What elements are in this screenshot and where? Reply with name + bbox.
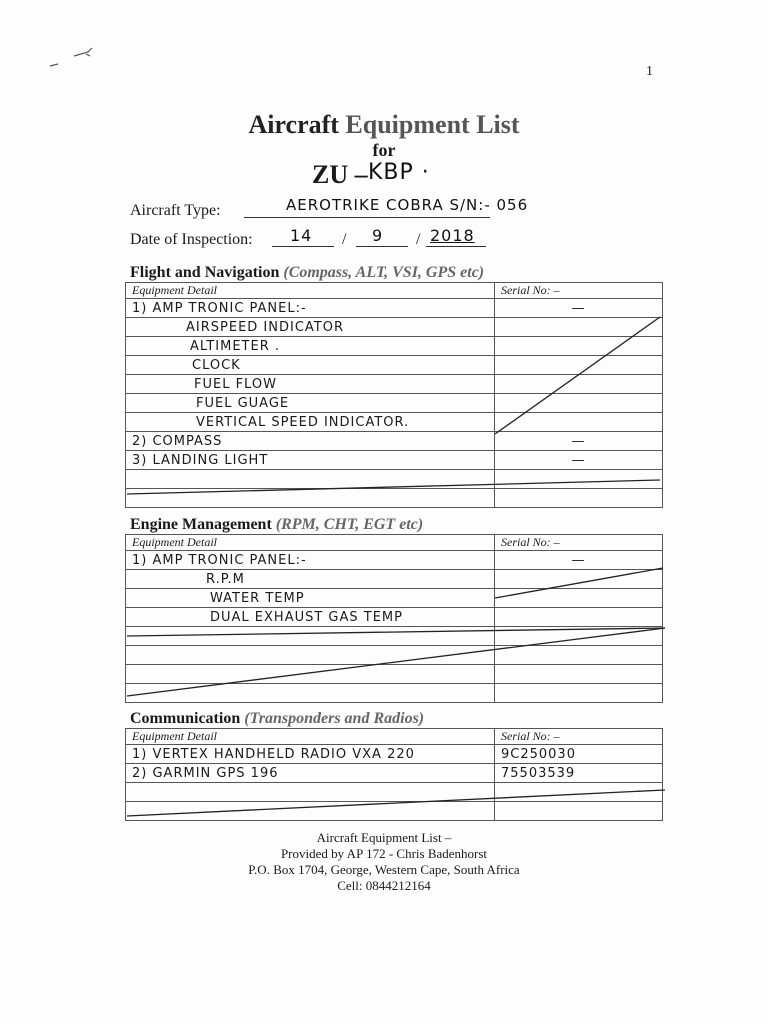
table-row: FUEL GUAGE [126, 394, 663, 413]
table-row: 3) LANDING LIGHT — [126, 451, 663, 470]
footer-line-1: Aircraft Equipment List – [316, 830, 452, 845]
table-row: 2) GARMIN GPS 196 75503539 [126, 764, 663, 783]
table-row: ALTIMETER . [126, 337, 663, 356]
table-row: CLOCK [126, 356, 663, 375]
footer-line-4: Cell: 0844212164 [337, 878, 431, 893]
date-sep-2: / [416, 231, 421, 248]
table-row [126, 627, 663, 646]
table-row [126, 665, 663, 684]
date-month-line [356, 246, 408, 247]
footer [0, 830, 768, 894]
table-row: DUAL EXHAUST GAS TEMP [126, 608, 663, 627]
table-row: AIRSPEED INDICATOR [126, 318, 663, 337]
flight-navigation-table [125, 282, 663, 508]
table-row [126, 489, 663, 508]
date-year-line [426, 246, 486, 247]
table-row: 2) COMPASS — [126, 432, 663, 451]
communication-table [125, 728, 663, 821]
for-label: for [372, 140, 396, 160]
col-equipment-detail: Equipment Detail [126, 535, 495, 551]
date-year: 2018 [430, 226, 475, 245]
section-communication-title: Communication (Transponders and Radios) [130, 710, 425, 727]
col-equipment-detail: Equipment Detail [126, 283, 495, 299]
date-sep-1: / [342, 231, 347, 248]
section-flight-title: Flight and Navigation (Compass, ALT, VSI, GPS etc) [130, 264, 485, 281]
table-row: R.P.M [126, 570, 663, 589]
table-row [126, 646, 663, 665]
aircraft-type-line [244, 217, 490, 218]
table-row [126, 470, 663, 489]
section-engine-title: Engine Management (RPM, CHT, EGT etc) [130, 516, 424, 533]
registration-prefix: ZU – [312, 160, 368, 189]
table-row: 1) AMP TRONIC PANEL:- — [126, 551, 663, 570]
table-row [126, 684, 663, 703]
footer-line-3: P.O. Box 1704, George, Western Cape, South Africa [248, 862, 520, 877]
table-row: FUEL FLOW [126, 375, 663, 394]
table-row [126, 783, 663, 802]
date-month: 9 [372, 226, 384, 245]
col-serial-no: Serial No: – [495, 729, 663, 745]
date-day: 14 [290, 226, 313, 245]
table-row: VERTICAL SPEED INDICATOR. [126, 413, 663, 432]
engine-management-table [125, 534, 663, 703]
table-row: WATER TEMP [126, 589, 663, 608]
col-serial-no: Serial No: – [495, 283, 663, 299]
table-row [126, 802, 663, 821]
date-label: Date of Inspection: [130, 231, 253, 248]
aircraft-type-value: AEROTRIKE COBRA S/N:- 056 [286, 196, 529, 214]
aircraft-type-label: Aircraft Type: [130, 202, 221, 219]
col-equipment-detail: Equipment Detail [126, 729, 495, 745]
table-row: 1) VERTEX HANDHELD RADIO VXA 220 9C250030 [126, 745, 663, 764]
page-title: Aircraft Equipment List [248, 110, 520, 139]
footer-line-2: Provided by AP 172 - Chris Badenhorst [280, 846, 488, 861]
page-number: 1 [646, 64, 653, 79]
date-day-line [272, 246, 334, 247]
pen-mark-icon [44, 44, 104, 74]
registration-value: KBP · [368, 160, 430, 185]
col-serial-no: Serial No: – [495, 535, 663, 551]
table-row: 1) AMP TRONIC PANEL:- — [126, 299, 663, 318]
